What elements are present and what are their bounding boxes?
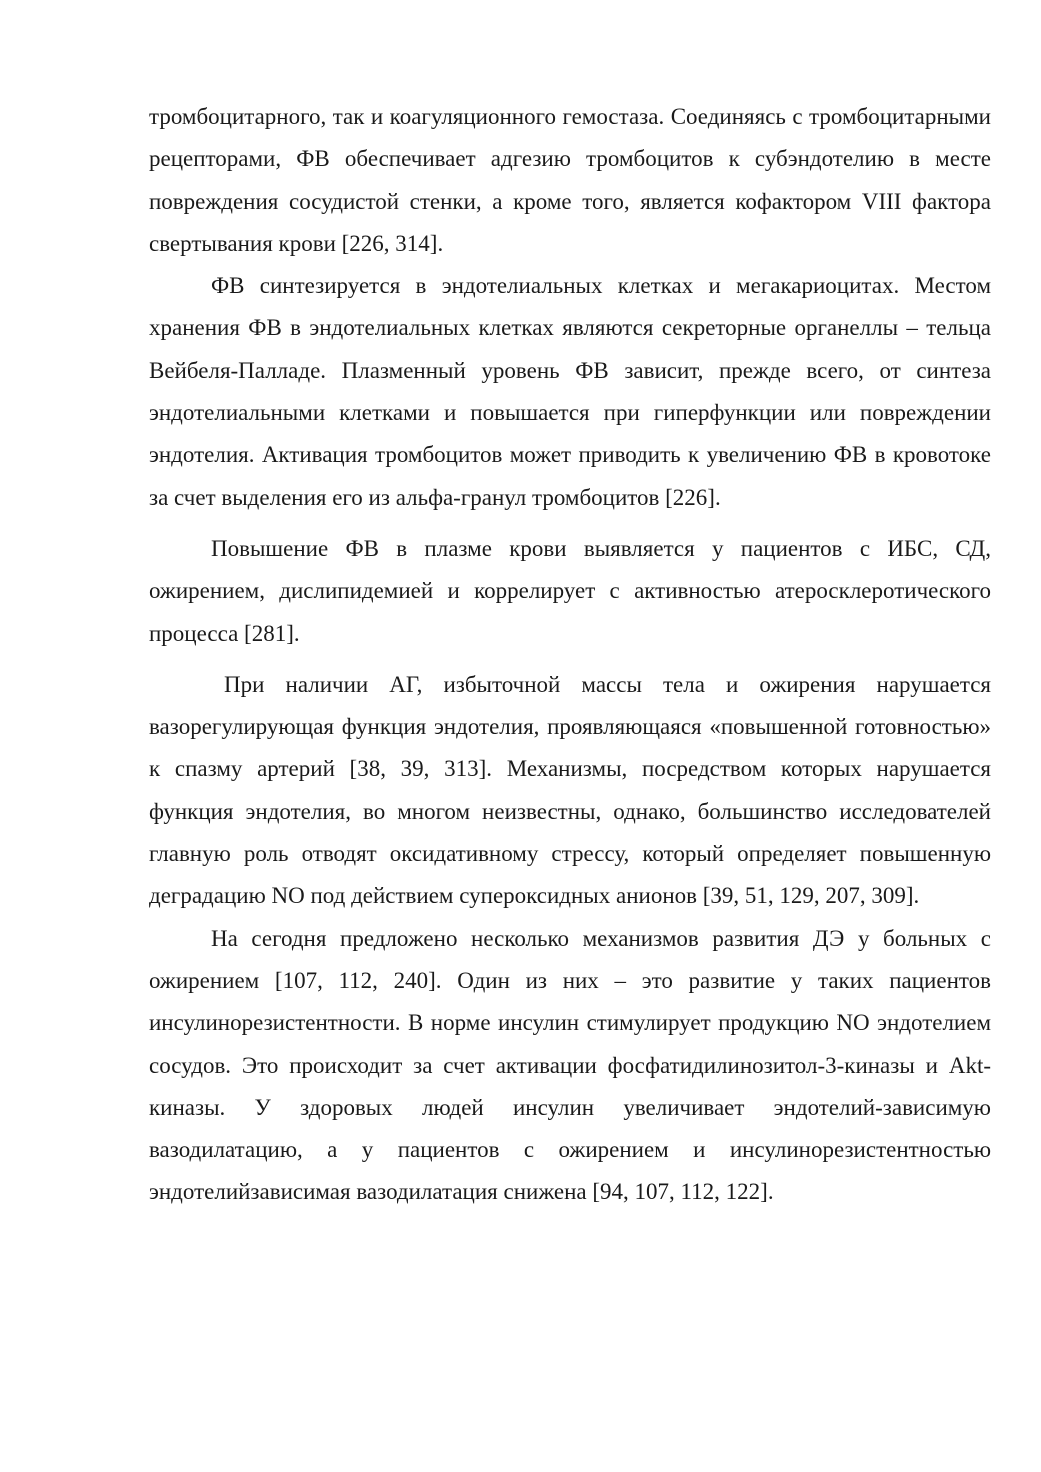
paragraph-1: тромбоцитарного, так и коагуляционного гемостаза. Соединяясь с тромбоцитарными рецепторами, ФВ обеспечивает адгезию тромбоцитов к субэндотелию в месте повреждения сосудистой стенки, а кроме того, является кофактором VIII фактора свертывания крови [226, 314]. — [149, 104, 991, 256]
paragraph-5: На сегодня предложено несколько механизмов развития ДЭ у больных с ожирением [107, 112, 240]. Один из них – это развитие у таких пациентов инсулинорезистентности. В норме инсулин стимулирует продукцию NO эндотелием сосудов. Это происходит за счет активации фосфатидилинозитол-3-киназы и Akt-киназы. У здоровых людей инсулин увеличивает эндотелий-зависимую вазодилатацию, а у пациентов с ожирением и инсулинорезистентностью эндотелийзависимая вазодилатация снижена [94, 107, 112, 122]. — [149, 925, 991, 1205]
document-body — [149, 96, 991, 1214]
paragraph-4: При наличии АГ, избыточной массы тела и ожирения нарушается вазорегулирующая функция эндотелия, проявляющаяся «повышенной готовностью» к спазму артерий [38, 39, 313]. Механизмы, посредством которых нарушается функция эндотелия, во многом неизвестны, однако, большинство исследователей главную роль отводят оксидативному стрессу, который определяет повышенную деградацию NO под действием супероксидных анионов [39, 51, 129, 207, 309]. — [149, 671, 991, 909]
paragraph-3: Повышение ФВ в плазме крови выявляется у пациентов с ИБС, СД, ожирением, дислипидемией и коррелирует с активностью атеросклеротического процесса [281]. — [149, 535, 991, 646]
paragraph-2: ФВ синтезируется в эндотелиальных клетках и мегакариоцитах. Местом хранения ФВ в эндотелиальных клетках являются секреторные органеллы – тельца Вейбеля-Палладе. Плазменный уровень ФВ зависит, прежде всего, от синтеза эндотелиальными клетками и повышается при гиперфункции или повреждении эндотелия. Активация тромбоцитов может приводить к увеличению ФВ в кровотоке за счет выделения его из альфа-гранул тромбоцитов [226]. — [149, 273, 991, 510]
